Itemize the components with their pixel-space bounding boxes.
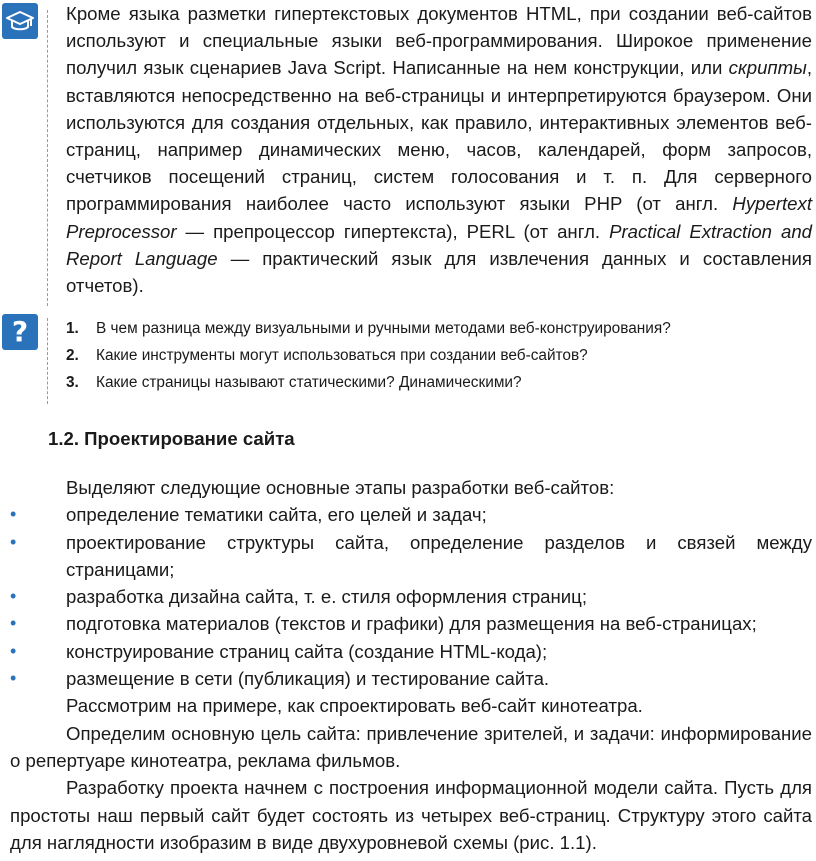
question-item: 3. Какие страницы называют статическими? Динамическими? <box>66 374 522 391</box>
paragraph: Разработку проекта начнем с построения информационной модели сайта. Пусть для простоты наш первый сайт будет состоять из четырех веб-страниц. Структуру этого сайта для наглядности изобразим в виде двухуровневой схемы (рис. 1.1). <box>10 777 812 853</box>
paragraph: Рассмотрим на примере, как спроектировать веб-сайт кинотеатра. <box>66 695 643 717</box>
list-item: • подготовка материалов (текстов и графики) для размещения на веб-страницах; <box>10 610 812 637</box>
bullet-icon: • <box>10 531 17 552</box>
section-body <box>10 474 812 856</box>
bullet-icon: • <box>10 504 17 525</box>
list-item: • размещение в сети (публикация) и тестирование сайта. <box>10 665 812 692</box>
graduation-cap-icon <box>2 3 38 39</box>
intro-paragraph: Кроме языка разметки гипертекстовых документов HTML, при создании веб-сайтов используют и специальные языки веб-программирования. Широкое применение получил язык сценариев Java Script. Написанные на нем конструкции, или скрипты, вставляются непосредственно на веб-страницы и интерпретируются браузером. Они используются для создания отдельных, как правило, интерактивных элементов веб-страниц, например динамических меню, часов, календарей, форм запросов, счетчиков посещений страниц, систем голосования и т. п. Для серверного программирования наиболее часто используют языки PHP (от англ. Hypertext Preprocessor — препроцессор гипертекста), PERL (от англ. Practical Extraction and Report Language — практический язык для извлечения данных и составления отчетов). <box>66 3 812 297</box>
list-item: • определение тематики сайта, его целей и задач; <box>10 501 812 528</box>
stages-list <box>10 501 812 692</box>
section-heading: 1.2. Проектирование сайта <box>48 428 295 449</box>
list-item: • конструирование страниц сайта (создание HTML-кода); <box>10 638 812 665</box>
list-item: • проектирование структуры сайта, определение разделов и связей между страницами; <box>10 529 812 584</box>
question-item: 1. В чем разница между визуальными и ручными методами веб-конструирования? <box>66 320 671 337</box>
question-mark-icon: ? <box>2 314 38 350</box>
bullet-icon: • <box>10 613 17 634</box>
margin-divider <box>47 10 48 306</box>
paragraph: Определим основную цель сайта: привлечение зрителей, и задачи: информирование о репертуаре кинотеатра, реклама фильмов. <box>10 722 812 771</box>
bullet-icon: • <box>10 640 17 661</box>
stages-intro: Выделяют следующие основные этапы разработки веб-сайтов: <box>66 477 615 498</box>
margin-divider <box>47 318 48 404</box>
review-questions <box>66 315 812 396</box>
list-item: • разработка дизайна сайта, т. е. стиля оформления страниц; <box>10 583 812 610</box>
bullet-icon: • <box>10 586 17 607</box>
question-item: 2. Какие инструменты могут использоваться при создании веб-сайтов? <box>66 347 588 364</box>
bullet-icon: • <box>10 668 17 689</box>
